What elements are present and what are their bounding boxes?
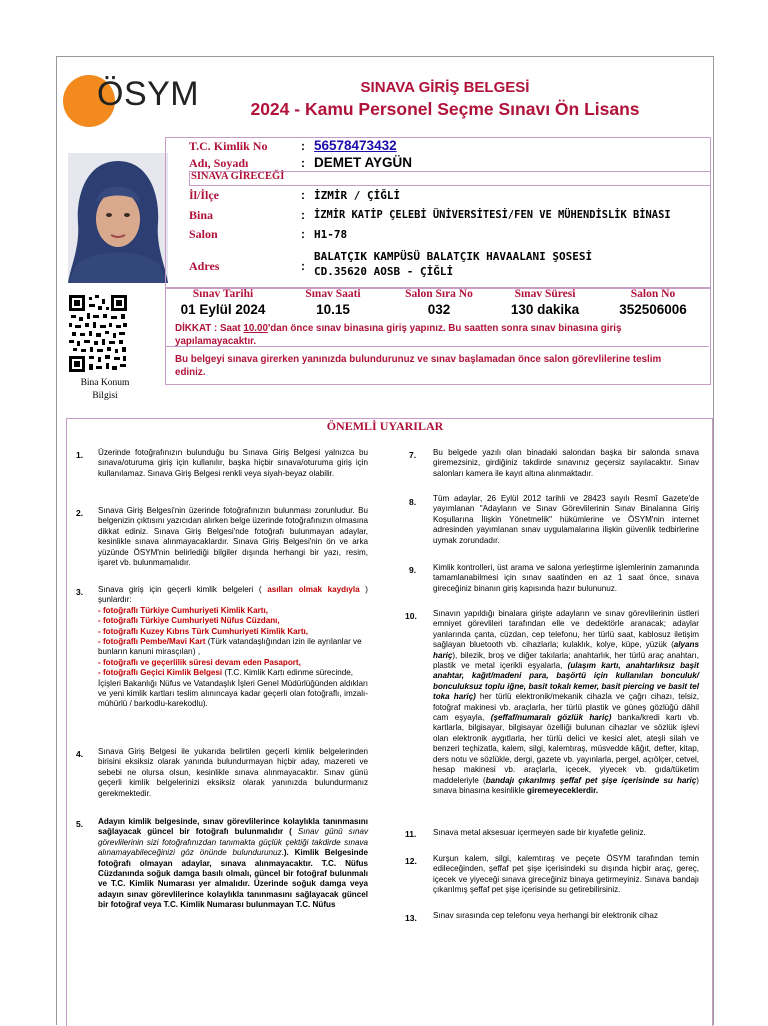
id-type: - fotoğraflı Kuzey Kıbrıs Türk Cumhuriyeti Kimlik Kartı, <box>98 626 309 636</box>
text: ) sınava binasına kesinlikle <box>433 775 699 795</box>
qr-caption <box>65 377 145 403</box>
adres-line-2: CD.35620 AOSB - ÇİĞLİ <box>314 265 454 278</box>
text: (Türk vatandaşlığından izin ile ayrılanlar ve <box>205 637 362 647</box>
adres-line-1: BALATÇIK KAMPÜSÜ BALATÇIK HAVAALANI ŞOSESİ <box>314 250 593 263</box>
text: İçişleri Bakanlığı Nüfus ve Vatandaşlık İşleri Genel Müdürlüğünden aldıkları ve yeni kimlik kartları teslim alınıncaya kadar geçerli olan fotoğraflı, imzalı-mühürlü / barkodlu-karekodlu). <box>98 678 368 709</box>
item-number: 1. <box>76 450 84 460</box>
text: bunların kanuni mirasçıları) , <box>98 647 201 657</box>
text: Sınava giriş için geçerli kimlik belgeleri ( <box>98 585 268 594</box>
bina-label: Bina <box>189 208 214 222</box>
warning-item-8: Tüm adaylar, 26 Eylül 2012 tarihli ve 28423 sayılı Resmî Gazete'de yayımlanan "Adayların ve Sınav Görevlilerinin Sınav Binalarına Giriş Koşullarına İlişkin Yönetmelik" hükümlerine ve ÖSYM'nin internet adresinden yayımlanan sınav uygulamalarına ilişkin güvenlik tedbirlerine uymak zorundadır. <box>433 494 699 545</box>
important-warnings-title: ÖNEMLİ UYARILAR <box>326 419 444 433</box>
colon: : <box>301 156 305 170</box>
colon: : <box>301 227 305 241</box>
duration-label: Sınav Süresi <box>514 288 576 300</box>
text: her türlü elektronik/mekanik cihazla ve çağrı cihazı, telsiz, fotoğraf makinesi vb. araçlarla, her türlü plastik ve güneş gözlüğü dâhil cam eşyayla, <box>433 692 699 723</box>
text: giremeyeceklerdir. <box>527 785 599 795</box>
admission-document <box>56 56 714 1025</box>
text: ) şunlardır: <box>98 585 368 605</box>
text: ), bilezik, broş ve diğer takılarla; anahtarlık, her türlü araç anahtarı, plastik ve metal içerikli eşyalarla, <box>433 650 699 671</box>
id-type: - fotoğraflı Pembe/Mavi Kart <box>98 637 206 647</box>
candidate-photo <box>68 153 168 283</box>
warning-item-10 <box>433 609 699 796</box>
tc-value[interactable] <box>314 138 397 153</box>
salon-value: H1-78 <box>314 228 348 241</box>
id-type: - fotoğraflı Geçici Kimlik Belgesi <box>98 668 223 678</box>
seat-value: 032 <box>427 302 451 317</box>
il-label: İl/İlçe <box>189 188 219 202</box>
exam-name: 2024 - Kamu Personel Seçme Sınavı Ön Lisans <box>250 99 640 119</box>
warning-rest: 'dan önce sınav binasına giriş yapınız. Bu saatten sonra sınav binasına giriş yapılamayacaktır. <box>175 323 622 347</box>
warning-entry-time <box>175 322 665 348</box>
qr-code-icon[interactable] <box>69 295 127 372</box>
qr-caption-line-1: Bina Konum <box>80 378 130 388</box>
text: banka/kredi kartı vb. kartlarla, bilgisayar, bilgisayar özelliği bulunan cihazlar ve sözlük işlevi olan elektronik aygıtlarla, her türlü delici ve kesici alet, ateşli silah ve benzeri teçhizatla, kalem, silgi, kalemtıraş, müsvedde kâğıt, defter, kitap, ders notu ve sözlükle, dergi, gazete vb. yayınlarla, pergel, açıölçer, cetvel, hesap makinesi vb. araçlarla, içecek, yiyecek vb. gıda/tüketim maddeleriyle ( <box>433 713 699 785</box>
logo-text: ÖSYM <box>97 75 200 113</box>
warning-item-5 <box>98 817 368 911</box>
item-number: 10. <box>405 611 417 621</box>
document-title: SINAVA GİRİŞ BELGESİ <box>360 79 530 96</box>
warning-time: 10.00 <box>243 323 268 334</box>
item-number: 13. <box>405 913 417 923</box>
item-number: 9. <box>409 565 417 575</box>
item-number: 7. <box>409 450 417 460</box>
salon-label: Salon <box>189 227 218 241</box>
id-type: - fotoğraflı Türkiye Cumhuriyeti Kimlik Kartı, <box>98 605 268 615</box>
colon: : <box>301 208 305 222</box>
text: ). Kimlik Belgesinde fotoğrafı olmayan adaylar, sınava alınmayacaktır. T.C. Nüfus Cüzdanında soğuk damga basılı olmalı, güncel bir fotoğraf bulunmalı ve T.C. Kimlik Numarası yer almalıdır. Üzerinde soğuk damga veya adayın sınav görevlilerince kolaylıkla tanınmasını sağlayacak güncel bir fotoğraf veya T.C. Kimlik Numarası bulunmayan T.C. Nüfus <box>98 848 368 910</box>
warning-item-7: Bu belgede yazılı olan binadaki salondan başka bir salonda sınava giremezsiniz, girdiğiniz takdirde sınavınız geçersiz sayılacaktır. Sınav salonları kamera ile kayıt altına alınmaktadır. <box>433 448 699 478</box>
exam-time-value: 10.15 <box>316 302 350 317</box>
qr-caption-line-2: Bilgisi <box>92 391 118 401</box>
id-type: - fotoğraflı ve geçerlilik süresi devam eden Pasaport, <box>98 657 301 667</box>
adres-label: Adres <box>189 259 220 273</box>
bina-value: İZMİR KATİP ÇELEBİ ÜNİVERSİTESİ/FEN VE MÜHENDİSLİK BİNASI <box>314 209 671 221</box>
warning-item-2: Sınava Giriş Belgesi'nin üzerinde fotoğrafınızın bulunması zorunludur. Bu belgenizin çıktısını yazıcıdan alırken belge üzerinde fotoğrafınızın olmasına dikkat ediniz. Sınava Giriş Belgesi'nde fotoğrafı bulunmayan adaylar, kesinlikle sınava alınmayacaklardır. Sınava Giriş Belgesi'nin ön ve arka yüzünde ÖSYM'nin belirlediği bilgiler dışında herhangi bir yazı, resim, işaret vb. bulunmamalıdır. <box>98 506 368 568</box>
colon: : <box>301 188 305 202</box>
warning-prefix: DİKKAT : Saat <box>175 323 244 334</box>
tc-label: T.C. Kimlik No <box>189 139 268 153</box>
text: Sınav günü sınav görevlilerinin sizi fotoğrafınızdan tanımakta güçlük çektiği takdirde sınava alınamayabileceğinizi göz önünde bulundurunuz. <box>98 827 368 858</box>
warning-item-13: Sınav sırasında cep telefonu veya herhangi bir elektronik cihaz <box>433 911 658 920</box>
warning-item-4: Sınava Giriş Belgesi ile yukarıda belirtilen geçerli kimlik belgelerinden birisini eksiksiz olarak yanında bulundurmayan hiçbir aday, mazereti ve sebebi ne olursa olsun, kesinlikle sınava alınmayacaktır. Sınav günü geçerli kimlik belgelerinizi eksiksiz olarak yanınızda bulundurmanız gerekmektedir. <box>98 747 368 798</box>
exam-time-label: Sınav Saati <box>305 288 361 300</box>
id-type: - fotoğraflı Türkiye Cumhuriyeti Nüfus Cüzdanı, <box>98 616 280 626</box>
text: (şeffaf/numaralı gözlük hariç) <box>490 713 612 723</box>
text: bandajı çıkarılmış şeffaf pet şişe içerisinde su hariç <box>485 775 697 785</box>
item-number: 11. <box>405 829 417 839</box>
warning-item-9: Kimlik kontrolleri, üst arama ve salona yerleştirme işlemlerinin zamanında tamamlanabilmesi için sınav saatinden en az 1 saat önce, sınava gireceğiniz binanın giriş kapısında hazır bulununuz. <box>433 563 699 593</box>
item-number: 5. <box>76 819 84 829</box>
text: Sınavın yapıldığı binalara girişte adayların ve sınav görevlilerinin üstleri emniyet görevlileri tarafından elle ve dedektörle aranacak; adaylar yanlarında çanta, cüzdan, cep telefonu, her türlü saat, kablosuz iletişim sağlayan bluetooth vb. cihazlarla; kulaklık, kolye, küpe, yüzük ( <box>433 609 699 650</box>
colon: : <box>301 259 305 273</box>
text: (T.C. Kimlik Kartı edinme sürecinde, <box>222 668 354 678</box>
item-number: 4. <box>76 749 84 759</box>
text: (ulaşım kartı, anahtarlıksız başit anahtar, kağıt/madeni para, başörtü için kullanılan bonculuk/ bonculuksuz toplu iğne, basit tokalı kemer, basit piercing ve basit tel toka hariç) <box>433 661 699 702</box>
salon-no-label: Salon No <box>630 288 676 300</box>
tc-link[interactable]: 56578473432 <box>314 138 397 153</box>
warning-item-11: Sınava metal aksesuar içermeyen sade bir kıyafetle geliniz. <box>433 828 646 837</box>
item-number: 2. <box>76 508 84 518</box>
item-number: 8. <box>409 497 417 507</box>
duration-value: 130 dakika <box>510 302 580 317</box>
colon: : <box>301 139 305 153</box>
salon-no-value: 352506006 <box>619 302 687 317</box>
warning-keep-document: Bu belgeyi sınava girerken yanınızda bulundurunuz ve sınav başlamadan önce salon görevlilerine teslim ediniz. <box>175 354 662 378</box>
text: alyans hariç <box>433 640 699 660</box>
text: asılları olmak kaydıyla <box>267 585 360 594</box>
seat-label: Salon Sıra No <box>405 288 473 300</box>
item-number: 12. <box>405 856 417 866</box>
il-value: İZMİR / ÇİĞLİ <box>314 189 401 202</box>
item-number: 3. <box>76 587 84 597</box>
section-label: SINAVA GİRECEĞİ <box>191 171 285 182</box>
warning-item-3 <box>98 585 368 710</box>
exam-date-label: Sınav Tarihi <box>192 288 254 300</box>
exam-date-value: 01 Eylül 2024 <box>180 302 266 317</box>
name-value: DEMET AYGÜN <box>314 155 413 170</box>
text: Adayın kimlik belgesinde, sınav görevlilerince kolaylıkla tanınmasını sağlayacak güncel bir fotoğrafı bulunmalıdır ( <box>98 817 368 837</box>
warning-item-12: Kurşun kalem, silgi, kalemtıraş ve peçete ÖSYM tarafından temin edileceğinden, şeffaf pet şişe içerisindeki su dışında hiçbir araç, gereç, içecek ve yiyeceği sınava gireceğiniz binaya getirmeyiniz. Sınava bandajı çıkarılmış şeffaf pet şişe içerisinde su getirebilirsiniz. <box>433 854 699 895</box>
name-label: Adı, Soyadı <box>189 156 249 170</box>
warning-item-1: Üzerinde fotoğrafınızın bulunduğu bu Sınava Giriş Belgesi yalnızca bu sınava/oturuma giriş için kullanılır, başka hiçbir sınava/oturuma giriş için kullanılamaz. Sınava Giriş Belgesi renkli veya siyah-beyaz olabilir. <box>98 448 368 478</box>
